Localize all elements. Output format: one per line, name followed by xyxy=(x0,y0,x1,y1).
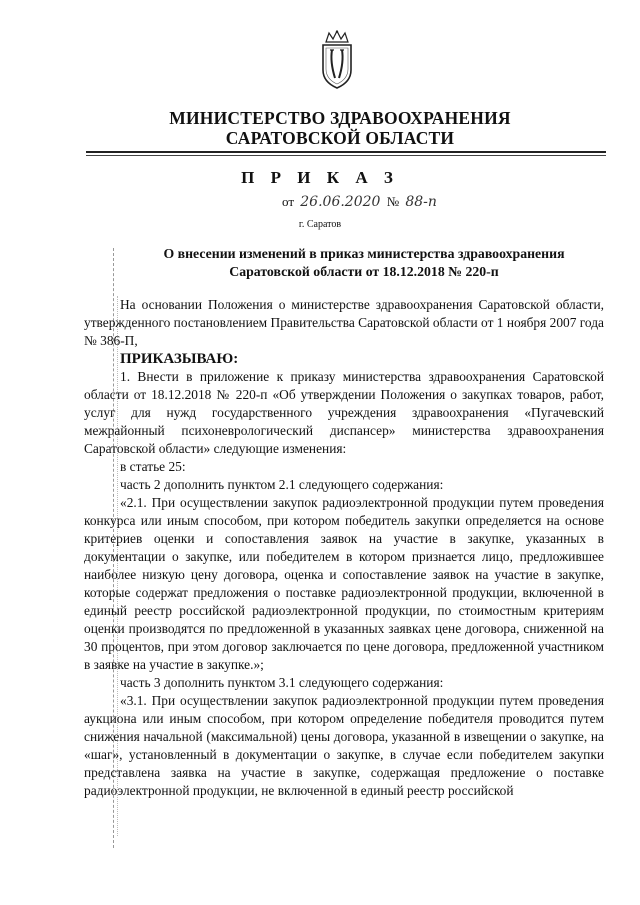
header-rule-thin xyxy=(86,155,606,156)
order-city: г. Саратов xyxy=(298,219,342,230)
ministry-line-2: САРАТОВСКОЙ ОБЛАСТИ xyxy=(225,128,455,148)
handwritten-number: 88-п xyxy=(405,194,437,210)
body-paragraph-item-1: 1. Внести в приложение к приказу министерства здравоохранения Саратовской области от 18.12.2018 № 220-п «Об утверждении Положения о закупках товаров, работ, услуг для нужд государственного учреждения здравоохранения «Пугачевский межрайонный психоневрологический диспансер» министерства здравоохранения Саратовской области» следующие изменения: xyxy=(84,369,604,456)
order-body xyxy=(84,296,604,800)
subject-line-2: Саратовской области от 18.12.2018 № 220-п xyxy=(229,264,499,279)
order-title: П Р И К А З xyxy=(241,168,399,187)
order-date-line xyxy=(282,194,440,210)
handwritten-date: 26.06.2020 xyxy=(300,194,381,210)
ministry-line-1: МИНИСТЕРСТВО ЗДРАВООХРАНЕНИЯ xyxy=(169,108,511,128)
body-paragraph-basis: На основании Положения о министерстве здравоохранения Саратовской области, утвержденного постановлением Правительства Саратовской области от 1 ноября 2007 года № 386-П, xyxy=(84,297,604,348)
body-paragraph-clause-3-1: «3.1. При осуществлении закупок радиоэлектронной продукции путем проведения аукциона или иным способом, при котором определение победителя проводится путем снижения начальной (максимальной) цены договора, указанной в извещении о закупке, на «шаг», установленный в документации о закупке, в случае если победителем закупки представлена заявка на участие в закупке, содержащая предложение о поставке радиоэлектронной продукции, не включенной в единый реестр российской xyxy=(84,693,604,798)
body-paragraph-article-25: в статье 25: xyxy=(120,459,186,474)
body-paragraph-part-3: часть 3 дополнить пунктом 3.1 следующего содержания: xyxy=(120,675,444,690)
date-prefix: от xyxy=(282,194,295,209)
order-word: ПРИКАЗЫВАЮ: xyxy=(120,351,239,367)
order-subject xyxy=(116,245,612,281)
ministry-name xyxy=(120,108,560,148)
body-paragraph-part-2: часть 2 дополнить пунктом 2.1 следующего содержания: xyxy=(120,477,444,492)
body-paragraph-clause-2-1: «2.1. При осуществлении закупок радиоэлектронной продукции путем проведения конкурса или иным способом, при котором победитель закупки определяется на основе критериев оценки и сопоставления заявок на участие в закупке, указанных в документации о закупке, или победителем в котором признается лицо, предложившее наиболее низкую цену договора, оценка и сопоставление заявок на участие в закупке, которые содержат предложения о поставке радиоэлектронной продукции, включенной в единый реестр российской радиоэлектронной продукции, по стоимостным критериям оценки производятся по предложенной в указанных заявках цене договора, сниженной на 30 процентов, при этом договор заключается по цене договора, предложенной участником в заявке на участие в закупке.»; xyxy=(84,495,604,672)
subject-line-1: О внесении изменений в приказ министерства здравоохранения xyxy=(163,246,565,261)
header-rule-thick xyxy=(86,151,606,153)
number-prefix: № xyxy=(386,194,400,209)
coat-of-arms-icon xyxy=(318,30,356,90)
